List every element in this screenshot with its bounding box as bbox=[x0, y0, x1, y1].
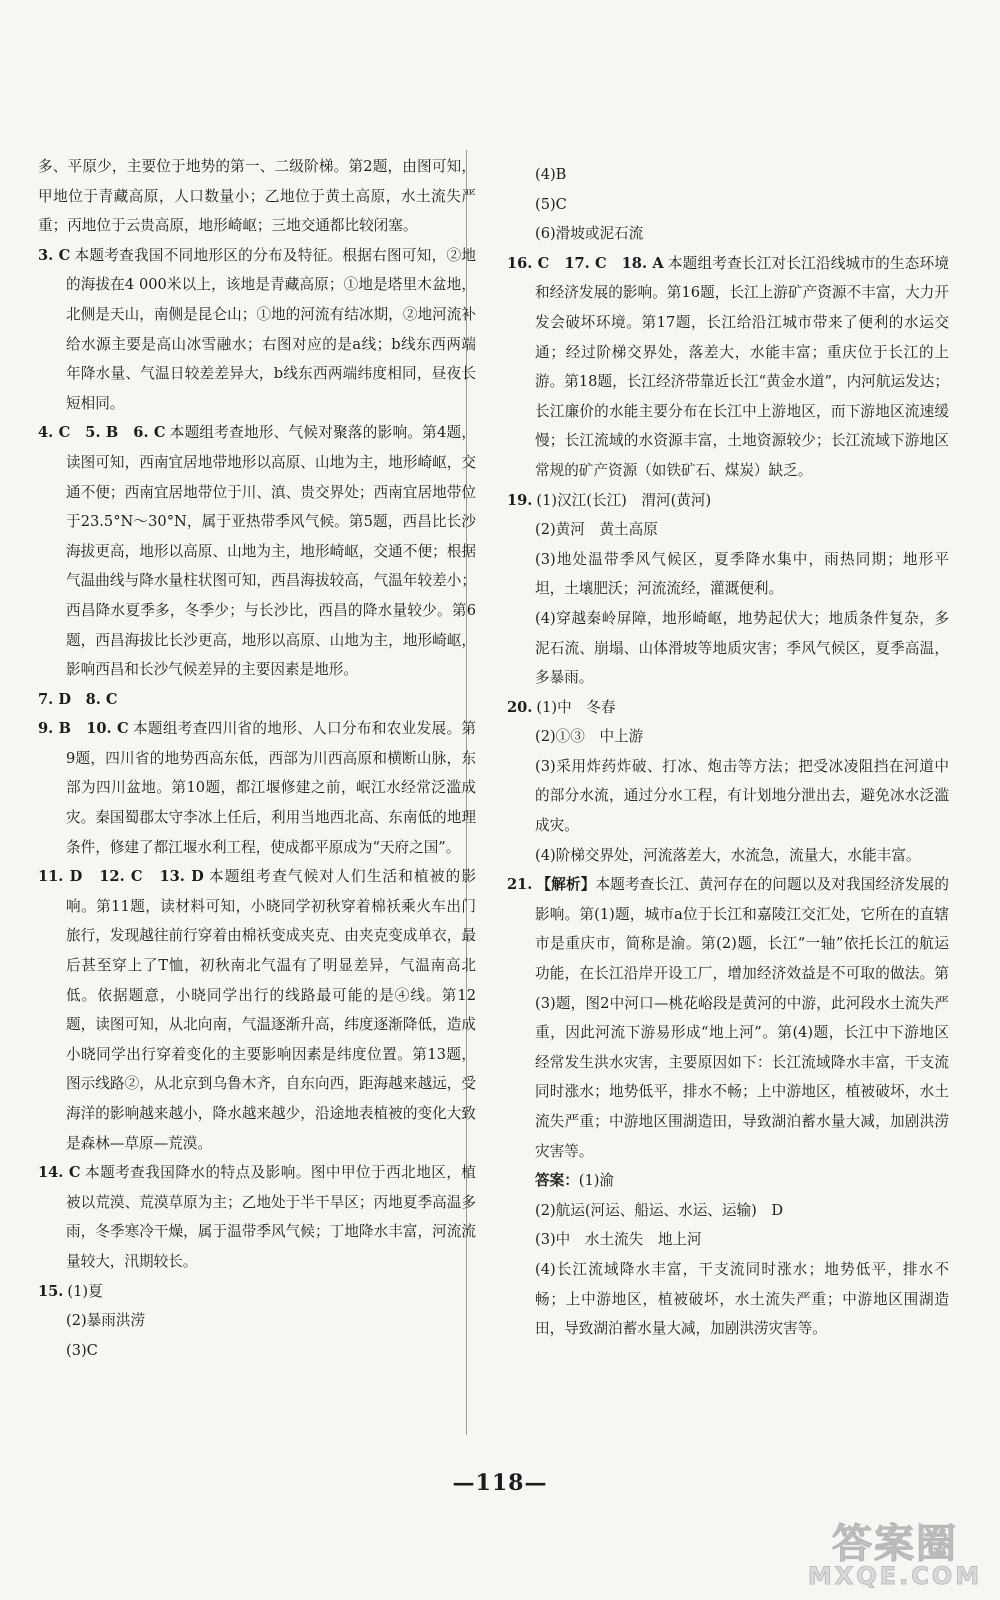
sub-answer: (1)夏 bbox=[67, 1282, 103, 1300]
sub-answer: (2)①③ 中上游 bbox=[535, 728, 644, 746]
sub-answer: (3)C bbox=[66, 1341, 98, 1359]
question-7-8 bbox=[38, 685, 476, 715]
sub-answer: (4)穿越秦岭屏障，地形崎岖，地势起伏大；地质条件复杂，多泥石流、崩塌、山体滑坡等地质灾害；季风气候区，夏季高温，多暴雨。 bbox=[535, 609, 949, 687]
answer-key: 15. bbox=[38, 1282, 64, 1300]
answer-key: 16. C 17. C 18. A bbox=[507, 254, 664, 272]
answer-key: 14. C bbox=[38, 1164, 81, 1182]
answer-key: 20. bbox=[507, 698, 533, 716]
question-21 bbox=[507, 870, 949, 1166]
answer-key: 19. bbox=[507, 491, 533, 509]
sub-answer: (5)C bbox=[535, 195, 567, 213]
question-14 bbox=[38, 1158, 476, 1276]
answer-block bbox=[507, 1166, 949, 1196]
explanation: 本题考查我国不同地形区的分布及特征。根据右图可知，②地的海拔在4 000米以上，该地是青藏高原；①地是塔里木盆地，北侧是天山，南侧是昆仑山；①地的河流有结冰期，②地河流补给水源主要是高山冰雪融水；右图对应的是a线；b线东西两端年降水量、气温日较差差异大，b线东西两端纬度相同，昼夜长短相同。 bbox=[66, 246, 476, 412]
question-4-6 bbox=[38, 418, 476, 684]
sub-answer: (1)渝 bbox=[578, 1172, 615, 1190]
sub-answer: (1)中 冬春 bbox=[536, 698, 616, 716]
watermark-text: 答案圈 bbox=[832, 1521, 958, 1567]
sub-answer: (2)黄河 黄土高原 bbox=[535, 521, 658, 539]
page-number: —118— bbox=[452, 1470, 548, 1496]
sub-answer: (2)暴雨洪涝 bbox=[66, 1312, 146, 1330]
sub-answer: (4)阶梯交界处，河流落差大，水流急，流量大，水能丰富。 bbox=[535, 846, 921, 864]
analysis-tag: 【解析】 bbox=[536, 876, 596, 894]
question-16-18 bbox=[507, 249, 949, 486]
sub-answer: (4)长江流域降水丰富，干支流同时涨水；地势低平，排水不畅；上中游地区，植被破坏，水土流失严重；中游地区围湖造田，导致湖泊蓄水量大减，加剧洪涝灾害等。 bbox=[535, 1260, 949, 1338]
sub-answer: (4)B bbox=[535, 166, 567, 183]
answer-key: 7. D 8. C bbox=[38, 690, 118, 708]
question-11-13 bbox=[38, 862, 476, 1158]
explanation: 本题考查长江、黄河存在的问题以及对我国经济发展的影响。第(1)题，城市a位于长江和嘉陵江交汇处，它所在的直辖市是重庆市，简称是渝。第(2)题，长江“一轴”依托长江的航运功能，在长江沿岸开设工厂，增加经济效益是不可取的做法。第(3)题，图2中河口—桃花峪段是黄河的中游，此河段水土流失严重，因此河流下游易形成“地上河”。第(4)题，长江中下游地区经常发生洪水灾害，主要原因如下：长江流域降水丰富，干支流同时涨水；地势低平，排水不畅；上中游地区，植被破坏，水土流失严重；中游地区围湖造田，导致湖泊蓄水量大减，加剧洪涝灾害等。 bbox=[535, 876, 949, 1160]
left-column bbox=[38, 152, 476, 1365]
watermark-url: MXQE.COM bbox=[807, 1562, 983, 1590]
intro-paragraph: 多、平原少，主要位于地势的第一、二级阶梯。第2题，由图可知，甲地位于青藏高原，人口数量小；乙地位于黄土高原，水土流失严重；丙地位于云贵高原，地形崎岖；三地交通都比较闭塞。 bbox=[38, 158, 476, 235]
question-20 bbox=[507, 693, 949, 723]
sub-answer: (3)地处温带季风气候区，夏季降水集中，雨热同期；地形平坦，土壤肥沃；河流流经，灌溉便利。 bbox=[535, 550, 949, 598]
explanation: 本题考查我国降水的特点及影响。图中甲位于西北地区，植被以荒漠、荒漠草原为主；乙地处于半干旱区；丙地夏季高温多雨，冬季寒冷干燥，属于温带季风气候；丁地降水丰富，河流流量较大，汛期较长。 bbox=[66, 1164, 476, 1270]
question-9-10 bbox=[38, 714, 476, 862]
watermark-logo bbox=[806, 1512, 984, 1596]
sub-answer: (6)滑坡或泥石流 bbox=[535, 225, 644, 243]
explanation: 本题组考查地形、气候对聚落的影响。第4题，读图可知，西南宜居地带地形以高原、山地为主，地形崎岖，交通不便；西南宜居地带位于川、滇、贵交界处；西南宜居地带位于23.5°N～30°N，属于亚热带季风气候。第5题，西昌比长沙海拔更高，地形以高原、山地为主，地形崎岖，交通不便；根据气温曲线与降水量柱状图可知，西昌海拔较高，气温年较差小；西昌降水夏季多，冬季少；与长沙比，西昌的降水量较少。第6题，西昌海拔比长沙更高，地形以高原、山地为主，地形崎岖，影响西昌和长沙气候差异的主要因素是地形。 bbox=[66, 424, 476, 679]
answer-tag: 答案： bbox=[535, 1172, 579, 1190]
question-3 bbox=[38, 241, 476, 419]
explanation: 本题组考查四川省的地形、人口分布和农业发展。第9题，四川省的地势西高东低，西部为川西高原和横断山脉，东部为四川盆地。第10题，都江堰修建之前，岷江水经常泛滥成灾。秦国蜀郡太守李冰上任后，利用当地西北高、东南低的地理条件，修建了都江堰水利工程，使成都平原成为“天府之国”。 bbox=[66, 720, 476, 856]
sub-answer: (3)采用炸药炸破、打冰、炮击等方法；把受冰凌阻挡在河道中的部分水流，通过分水工程，有计划地分泄出去，避免冰水泛滥成灾。 bbox=[535, 757, 949, 835]
right-column bbox=[507, 160, 949, 1344]
question-19 bbox=[507, 486, 949, 516]
answer-key: 4. C 5. B 6. C bbox=[38, 424, 166, 442]
answer-key: 21. bbox=[507, 876, 533, 894]
sub-answer: (2)航运(河运、船运、水运、运输) D bbox=[535, 1201, 784, 1219]
sub-answer: (3)中 水土流失 地上河 bbox=[535, 1231, 702, 1249]
answer-key: 11. D 12. C 13. D bbox=[38, 868, 204, 886]
answer-key: 3. C bbox=[38, 246, 71, 264]
explanation: 本题组考查气候对人们生活和植被的影响。第11题，读材料可知，小晓同学初秋穿着棉袄乘火车出门旅行，发现越往前行穿着由棉袄变成夹克、由夹克变成单衣，最后甚至穿上了T恤，初秋南北气温有了明显差异，气温南高北低。依据题意，小晓同学出行的线路最可能的是④线。第12题，读图可知，从北向南，气温逐渐升高，纬度逐渐降低，造成小晓同学出行穿着变化的主要影响因素是纬度位置。第13题，图示线路②，从北京到乌鲁木齐，自东向西，距海越来越远，受海洋的影响越来越小，降水越来越少，沿途地表植被的变化大致是森林—草原—荒漠。 bbox=[66, 868, 476, 1152]
question-15 bbox=[38, 1277, 476, 1307]
explanation: 本题组考查长江对长江沿线城市的生态环境和经济发展的影响。第16题，长江上游矿产资源不丰富，大力开发会破坏环境。第17题，长江给沿江城市带来了便利的水运交通；经过阶梯交界处，落差大，水能丰富；重庆位于长江的上游。第18题，长江经济带靠近长江“黄金水道”，内河航运发达；长江廉价的水能主要分布在长江中上游地区，而下游地区流速缓慢；长江流域的水资源丰富，土地资源较少；长江流域下游地区常规的矿产资源（如铁矿石、煤炭）缺乏。 bbox=[535, 254, 949, 479]
sub-answer: (1)汉江(长江) 渭河(黄河) bbox=[536, 491, 712, 509]
answer-key: 9. B 10. C bbox=[38, 720, 129, 738]
